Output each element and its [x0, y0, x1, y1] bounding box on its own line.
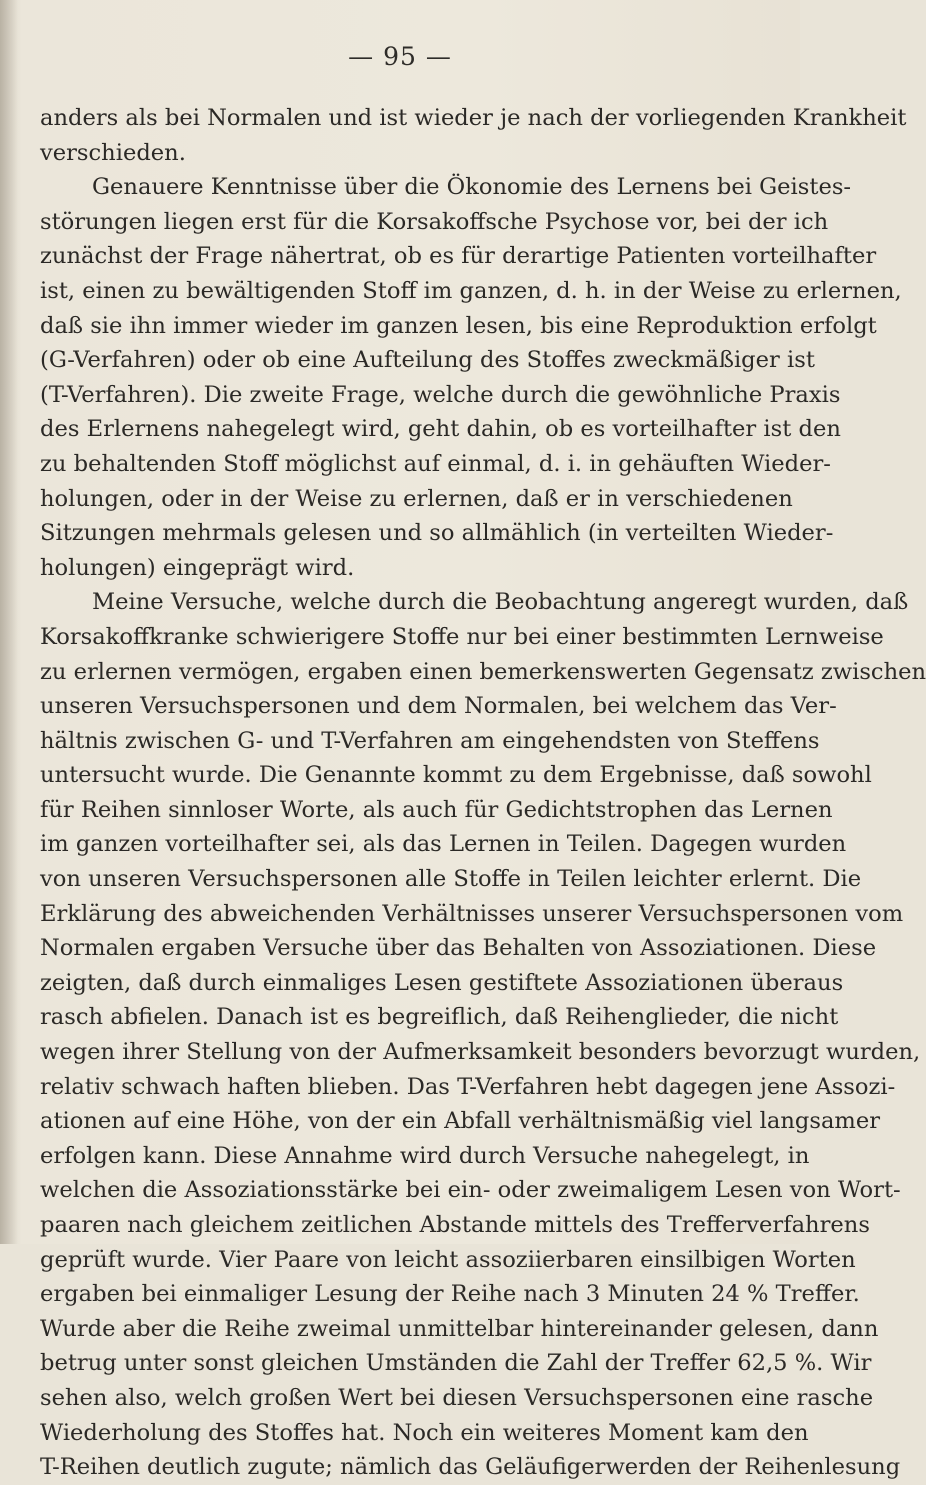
text-line: holungen, oder in der Weise zu erlernen, daß er in verschiedenen	[40, 485, 793, 512]
text-line: ergaben bei einmaliger Lesung der Reihe nach 3 Minuten 24 % Treffer.	[40, 1281, 860, 1308]
text-line: zu behaltenden Stoff möglichst auf einmal, d. i. in gehäuften Wieder-	[40, 450, 831, 477]
text-line: von unseren Versuchspersonen alle Stoffe in Teilen leichter erlernt. Die	[40, 866, 862, 893]
text-line: Wiederholung des Stoffes hat. Noch ein weiteres Moment kam den	[40, 1419, 809, 1446]
text-line: zunächst der Frage nähertrat, ob es für derartige Patienten vorteilhafter	[40, 243, 877, 270]
text-line: im ganzen vorteilhafter sei, als das Lernen in Teilen. Dagegen wurden	[40, 831, 847, 858]
text-line: anders als bei Normalen und ist wieder je nach der vorliegenden Krankheit	[40, 105, 907, 131]
text-line: Korsakoffkranke schwierigere Stoffe nur bei einer bestimmten Lernweise	[40, 623, 884, 650]
text-line: relativ schwach haften blieben. Das T-Verfahren hebt dagegen jene Assozi-	[40, 1073, 896, 1100]
text-line: störungen liegen erst für die Korsakoffsche Psychose vor, bei der ich	[40, 208, 829, 235]
text-line: verschieden.	[40, 139, 186, 166]
text-line: paaren nach gleichem zeitlichen Abstande mittels des Trefferverfahrens	[40, 1212, 870, 1238]
text-line: untersucht wurde. Die Genannte kommt zu dem Ergebnisse, daß sowohl	[40, 762, 872, 789]
text-line: Normalen ergaben Versuche über das Behalten von Assoziationen. Diese	[40, 935, 877, 962]
text-line: Erklärung des abweichenden Verhältnisses unserer Versuchspersonen vom	[40, 900, 904, 927]
text-line: (G-Verfahren) oder ob eine Aufteilung des Stoffes zweckmäßiger ist	[40, 347, 815, 374]
text-line: (T-Verfahren). Die zweite Frage, welche durch die gewöhnliche Praxis	[40, 381, 841, 408]
text-line: des Erlernens nahegelegt wird, geht dahin, ob es vorteilhafter ist den	[40, 416, 841, 443]
text-line: zu erlernen vermögen, ergaben einen bemerkenswerten Gegensatz zwischen	[40, 658, 926, 685]
text-line: erfolgen kann. Diese Annahme wird durch Versuche nahegelegt, in	[40, 1142, 810, 1169]
text-line: ationen auf eine Höhe, von der ein Abfall verhältnismäßig viel langsamer	[40, 1108, 881, 1135]
text-line: rasch abfielen. Danach ist es begreiflich, daß Reihenglieder, die nicht	[40, 1004, 839, 1031]
text-line: geprüft wurde. Vier Paare von leicht assoziierbaren einsilbigen Worten	[40, 1246, 856, 1273]
text-line: Genauere Kenntnisse über die Ökonomie des Lernens bei Geistes-	[92, 174, 852, 201]
text-line: für Reihen sinnloser Worte, als auch für Gedichtstrophen das Lernen	[40, 796, 833, 823]
text-line: hältnis zwischen G- und T-Verfahren am eingehendsten von Steffens	[40, 727, 820, 754]
text-line: daß sie ihn immer wieder im ganzen lesen, bis eine Reproduktion erfolgt	[40, 312, 877, 339]
text-line: Meine Versuche, welche durch die Beobachtung angeregt wurden, daß	[92, 589, 909, 616]
text-line: ist, einen zu bewältigenden Stoff im ganzen, d. h. in der Weise zu erlernen,	[40, 277, 902, 304]
text-line: sehen also, welch großen Wert bei diesen Versuchspersonen eine rasche	[40, 1384, 874, 1411]
text-line: wegen ihrer Stellung von der Aufmerksamkeit besonders bevorzugt wurden,	[40, 1039, 921, 1066]
page-edge-shadow	[0, 0, 18, 1244]
text-line: unseren Versuchspersonen und dem Normalen, bei welchem das Ver-	[40, 693, 837, 720]
body-text	[40, 101, 926, 1485]
text-line: T-Reihen deutlich zugute; nämlich das Geläufigerwerden der Reihenlesung	[40, 1454, 901, 1481]
text-line: Wurde aber die Reihe zweimal unmittelbar hintereinander gelesen, dann	[40, 1315, 879, 1342]
text-line: Sitzungen mehrmals gelesen und so allmählich (in verteilten Wieder-	[40, 520, 834, 547]
text-line: holungen) eingeprägt wird.	[40, 554, 355, 581]
text-line: zeigten, daß durch einmaliges Lesen gestiftete Assoziationen überaus	[40, 969, 844, 996]
text-line: welchen die Assoziationsstärke bei ein- oder zweimaligem Lesen von Wort-	[40, 1177, 901, 1204]
text-line: betrug unter sonst gleichen Umständen die Zahl der Treffer 62,5 %. Wir	[40, 1350, 872, 1377]
page-number: — 95 —	[348, 42, 452, 71]
